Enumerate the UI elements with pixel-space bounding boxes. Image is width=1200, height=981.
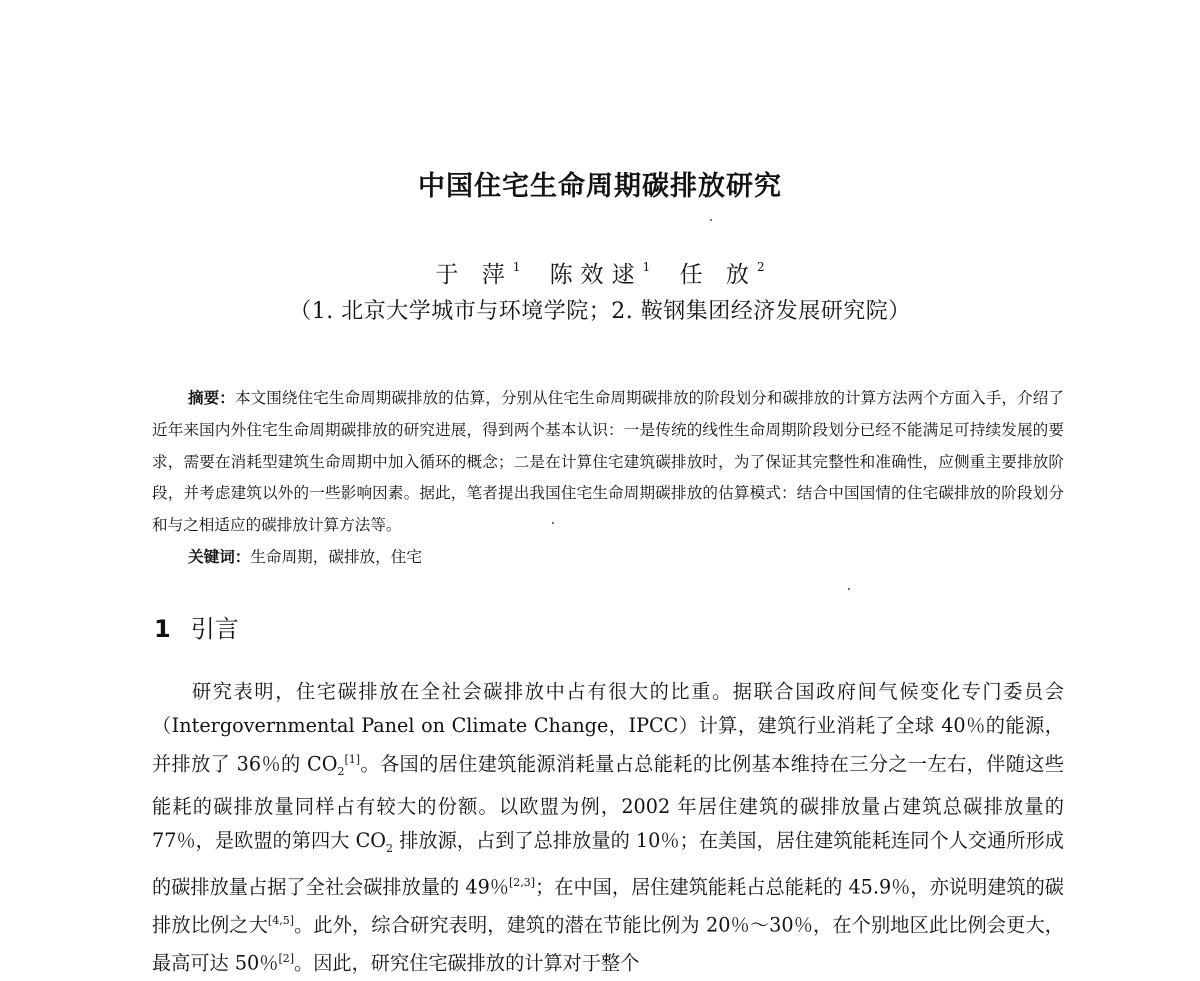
keywords-text: 生命周期，碳排放，住宅 [250,548,422,566]
affiliation-mark: 1 [512,260,521,275]
citation: [2,3] [509,875,536,889]
section-title: 引言 [190,615,239,643]
keywords-label: 关键词： [188,548,251,566]
scan-speck [710,219,712,221]
author-name: 陈效逑 [549,262,643,288]
body-paragraph [152,675,1064,981]
body-text: 。各国的居住建筑能源消耗量占总能耗的比例基本维持在三分之一左右，伴随这些能耗的碳排放量同样占有较大的份额。以欧盟为例，2002 年居住建筑的碳排放量占建筑总碳排放量的 77％，是欧盟的第四大 CO [152,752,1064,852]
citation: [2] [278,952,295,966]
author [550,256,651,289]
body-text: ；在中国，居住建筑能耗占总能耗的 45.9％，亦说明建筑的碳排放比例之大 [152,874,1064,937]
author [680,256,765,289]
affiliation-mark: 2 [756,260,765,275]
scan-speck [848,588,850,590]
section-heading [154,609,239,644]
citation: [1] [344,753,361,767]
subscript: 2 [386,841,393,855]
abstract-text: 本文围绕住宅生命周期碳排放的估算，分别从住宅生命周期碳排放的阶段划分和碳排放的计算方法两个方面入手，介绍了近年来国内外住宅生命周期碳排放的研究进展，得到两个基本认识：一是传统的线性生命周期阶段划分已经不能满足可持续发展的要求，需要在消耗型建筑生命周期中加入循环的概念；二是在计算住宅建筑碳排放时，为了保证其完整性和准确性，应侧重主要排放阶段，并考虑建筑以外的一些影响因素。据此，笔者提出我国住宅生命周期碳排放的估算模式：结合中国国情的住宅碳排放的阶段划分和与之相适应的碳排放计算方法等。 [152,389,1064,535]
body-text: 。此外，综合研究表明，建筑的潜在节能比例为 20％～30％，在个别地区此比例会更大，最高可达 50％ [152,913,1064,975]
keywords [188,542,422,573]
author-name: 任 放 [679,262,757,288]
author-line [0,256,1200,289]
abstract-label: 摘要： [188,389,235,407]
paper-title: 中国住宅生命周期碳排放研究 [418,171,782,202]
section-number: 1 [154,615,171,643]
author [435,256,520,289]
body-text: 排放源，占到了总排放量的 10％；在美国，居住建筑能耗连同个人交通所形成的碳排放量占据了全社会碳排放量的 49％ [152,828,1064,898]
subscript: 2 [337,765,345,779]
abstract [152,383,1064,542]
affiliation-mark: 1 [642,260,651,275]
author-name: 于 萍 [435,262,513,288]
affiliations: （1. 北京大学城市与环境学院；2. 鞍钢集团经济发展研究院） [289,299,911,324]
body-text: 研究表明，住宅碳排放在全社会碳排放中占有很大的比重。据联合国政府间气候变化专门委员会（Intergovernmental Panel on Climate Change，IPCC）计算，建筑行业消耗了全球 40％的能源，并排放了 36％的 CO [152,680,1064,776]
body-text: 。因此，研究住宅碳排放的计算对于整个 [294,951,640,975]
citation: [4,5] [267,914,294,927]
